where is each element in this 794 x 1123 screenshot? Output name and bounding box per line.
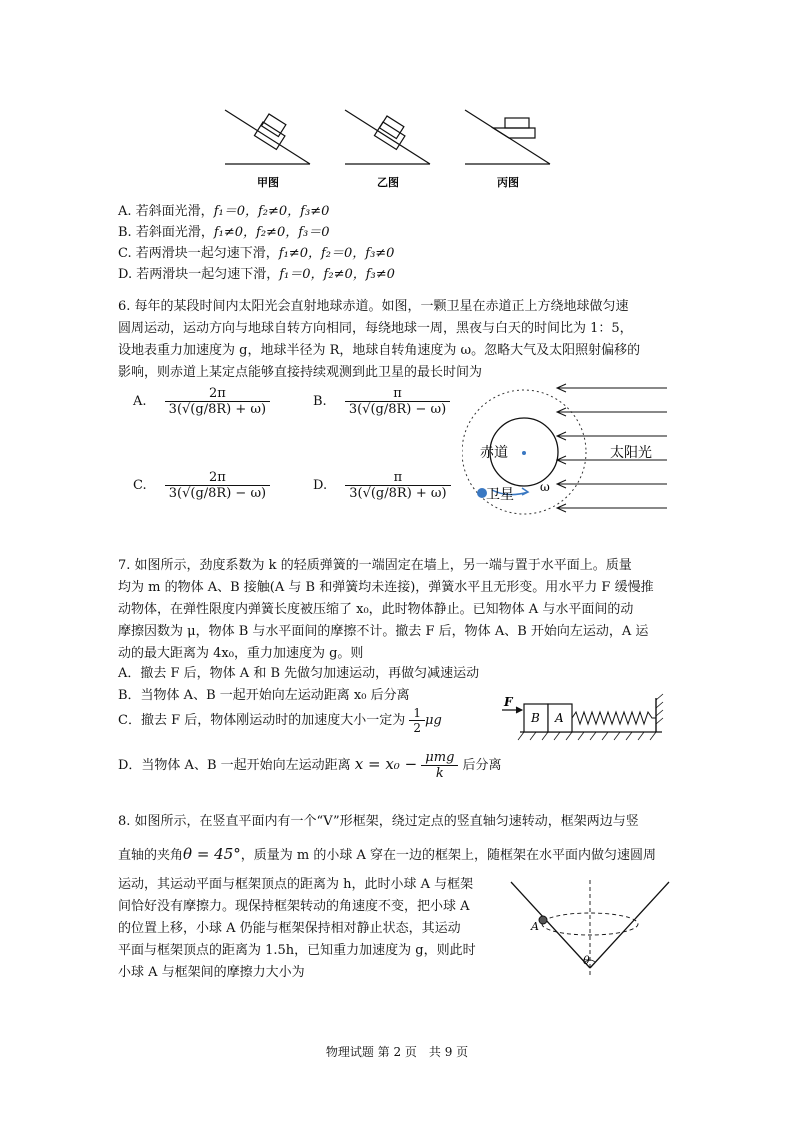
q7-stem: 7. 如图所示，劲度系数为 k 的轻质弹簧的一端固定在墙上，另一端与置于水平面上。质量 均为 m 的物体 A、B 接触(A 与 B 和弹簧均未连接)，弹簧水平且无形变。用水平力 F 缓慢推 动物体，在弹性限度内弹簧长度被压缩了 x₀，此时物体静止。已知物体 A 与水平面间的动 摩擦因数为 μ，物体 B 与水平面间的摩擦不计。撤去 F 后，物体 A、B 开始向左运动，A 运 动的最大距离为 4x₀，重力加速度为 g。则 <box>118 558 654 661</box>
q5-option-c-formula: f₁≠0，f₂＝0，f₃≠0 <box>278 246 395 261</box>
label-ball-a: A <box>531 920 539 933</box>
q8-stem-theta-line: 直轴的夹角θ = 45°，质量为 m 的小球 A 穿在一边的框架上，随框架在水平面内做匀速圆周 <box>118 845 656 863</box>
q5-option-a[interactable]: A. 若斜面光滑，f₁＝0，f₂≠0，f₃≠0 <box>118 204 330 219</box>
q5-option-d-formula: f₁＝0，f₂≠0，f₃≠0 <box>279 267 395 282</box>
earth-satellite-figure <box>462 380 672 530</box>
label-force: F <box>504 695 513 709</box>
incline-figures <box>215 100 565 195</box>
q6-option-d[interactable]: D. $\frac{\pi}{3(√(g/8R) + \omega)}$ <box>313 470 451 501</box>
label-block-b: B <box>531 711 540 725</box>
caption-yi: 乙图 <box>377 176 399 189</box>
theta-value: θ = 45° <box>183 845 241 863</box>
caption-bing: 丙图 <box>497 176 519 189</box>
q6-option-c[interactable]: C. $\frac{2\pi}{3(√(g/8R) - \omega)}$ <box>133 470 270 501</box>
q5-option-c[interactable]: C. 若两滑块一起匀速下滑，f₁≠0，f₂＝0，f₃≠0 <box>118 246 395 261</box>
q5-option-b-formula: f₁≠0，f₂≠0，f₃＝0 <box>213 225 330 240</box>
q7-option-a[interactable]: A．撤去 F 后，物体 A 和 B 先做匀加速运动，再做匀减速运动 <box>118 666 480 681</box>
q7-option-b[interactable]: B．当物体 A、B 一起开始向左运动距离 x₀ 后分离 <box>118 688 410 703</box>
label-equator: 赤道 <box>480 445 508 461</box>
label-omega: ω <box>540 480 550 494</box>
q6-option-a[interactable]: A. $\frac{2\pi}{3(√(g/8R) + \omega)}$ <box>133 386 270 417</box>
page-footer: 物理试题 第 2 页 共 9 页 <box>325 1045 469 1059</box>
incline-bing <box>465 110 550 164</box>
q5-option-b[interactable]: B. 若斜面光滑，f₁≠0，f₂≠0，f₃＝0 <box>118 225 330 240</box>
incline-jia <box>225 110 310 164</box>
spring-blocks-figure <box>496 690 671 745</box>
q8-stem-top: 8. 如图所示，在竖直平面内有一个“V”形框架，绕过定点的竖直轴匀速转动，框架两边与竖 <box>118 814 639 829</box>
label-theta: θ <box>583 954 590 967</box>
q7-option-d[interactable]: D．当物体 A、B 一起开始向左运动距离 x = x₀ − $\frac{\text{μmg}}{k}$ 后分离 <box>118 750 502 781</box>
v-frame-figure <box>505 872 675 980</box>
ball-a <box>539 916 547 924</box>
q5-option-d[interactable]: D. 若两滑块一起匀速下滑，f₁＝0，f₂≠0，f₃≠0 <box>118 267 395 282</box>
label-satellite: 卫星 <box>486 487 514 503</box>
caption-jia: 甲图 <box>257 176 279 189</box>
label-block-a: A <box>555 711 564 725</box>
label-sunlight: 太阳光 <box>610 445 652 461</box>
q5-option-a-formula: f₁＝0，f₂≠0，f₃≠0 <box>213 204 330 219</box>
q8-stem-body: 运动，其运动平面与框架顶点的距离为 h，此时小球 A 与框架 间恰好没有摩擦力。现保持框架转动的角速度不变，把小球 A 的位置上移，小球 A 仍能与框架保持相对静止状态，其运动 平面与框架顶点的距离为 1.5h，已知重力加速度为 g，则此时 小球 A 与框架间的摩擦力大小为 <box>118 877 476 980</box>
q6-stem: 6. 每年的某段时间内太阳光会直射地球赤道。如图，一颗卫星在赤道正上方绕地球做匀速 圆周运动，运动方向与地球自转方向相同，每绕地球一周，黑夜与白天的时间比为 1：5， 设地表重力加速度为 g，地球半径为 R，地球自转角速度为 ω。忽略大气及太阳照射偏移的 影响，则赤道上某定点能够直接持续观测到此卫星的最长时间为 <box>118 299 641 380</box>
q6-option-b[interactable]: B. $\frac{\pi}{3(√(g/8R) - \omega)}$ <box>313 386 450 417</box>
q7-option-c[interactable]: C．撤去 F 后，物体刚运动时的加速度大小一定为 $\frac{1}{2}$ μg <box>118 706 442 735</box>
incline-yi <box>345 110 430 164</box>
